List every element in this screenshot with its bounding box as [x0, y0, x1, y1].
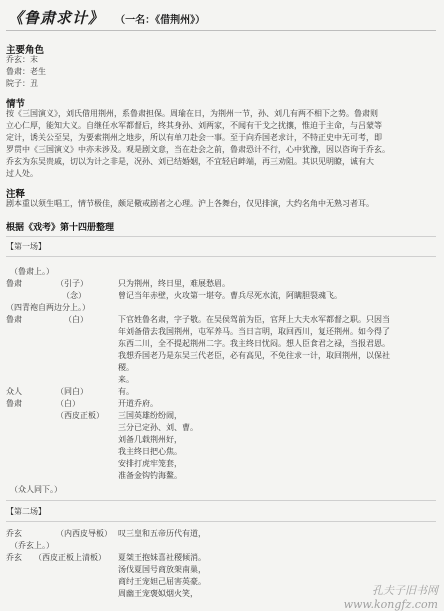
plot-line: 立心仁厚，能知大义。自继任水军都督后，终其身孙、刘两家，不闻有干戈之扰攘，惟迫于主命，与吕蒙等 — [6, 121, 382, 130]
dialogue-line: 汤伐夏国号商放架南巢， — [118, 565, 206, 574]
plot-line: 定计，诱关公至吴，为要索荆州之地步，所以有单刀赴会一事。至于向乔国老求计，不特正史中无可考，即 — [6, 133, 382, 142]
dialogue-line: 三国英雄纷纷闹， — [118, 411, 182, 420]
dialogue-line: 年刘备借去我国荆州，屯军养马。当日言明，取回西川，复还荆州。如今得了 — [118, 327, 390, 336]
dialogue-line: 有。 — [118, 387, 134, 396]
dialogue-line: 只为荆州，终日里，难展愁眉。 — [118, 279, 230, 288]
note-heading: 注释 — [6, 189, 26, 200]
section-divider — [6, 236, 436, 237]
watermark: 孔夫子旧书网 www.kongfz.com — [343, 584, 438, 611]
stage-direction: （乔玄上。） — [10, 541, 54, 550]
title-row — [8, 7, 205, 28]
dialogue-line: 准备金钩钓海鳌。 — [118, 471, 182, 480]
plot-line: 罗贯中《三国演义》中亦未涉及。观是剧文意，当在赴会之前，鲁肃恐计不行，心中犹豫，因以咨询于乔玄。 — [6, 145, 390, 154]
dialogue-line: 周幽王宠褒姒烟火笑， — [118, 589, 198, 598]
stage-direction: （鲁肃上。） — [10, 267, 54, 276]
dialogue-line: 稷。 — [118, 363, 134, 372]
dialogue-line: 曾记当年赤壁，火攻第一堪夸。曹兵尽死水流，阿瞒胆裂魂飞。 — [118, 291, 342, 300]
cue: （念） — [62, 291, 86, 300]
dialogue-line: 下官姓鲁名肃，字子敬。在吴侯驾前为臣，官拜上大夫水军都督之职。只因当 — [118, 315, 390, 324]
dialogue-line: 叹三皇和五帝历代有道， — [118, 529, 206, 538]
plot-heading: 情节 — [6, 99, 26, 110]
dialogue-line: 夏桀王抱妹喜社稷倾消。 — [118, 553, 206, 562]
stage-direction: （四青袍自两边分上。） — [6, 303, 90, 312]
title-divider — [6, 30, 436, 31]
cue: （西皮正板） — [56, 411, 104, 420]
plot-line: 乔玄为东吴贵戚，切以为计之非是，况孙、刘已结婚姻，不宜轻启衅端，再三劝阻。其识见明瞭，诚有大 — [6, 157, 374, 166]
role-line: 乔玄：末 — [6, 55, 38, 64]
role-line: 院子：丑 — [6, 79, 38, 88]
play-subtitle: （一名：《借荆州》） — [115, 15, 206, 26]
play-title: 《鲁肃求计》 — [8, 9, 105, 27]
role-name: 鲁肃 — [6, 279, 22, 288]
section-divider — [6, 256, 436, 257]
cue: （西皮正板上清板） — [34, 553, 106, 562]
note-line: 剧本重以须生唱工，情节极佳，颇足儆戒剧者之心理。沪上各舞台，仅见排演，大约名角中无熟习者耳。 — [6, 199, 374, 208]
cue: （同白） — [56, 387, 88, 396]
role-name: 众人 — [6, 387, 22, 396]
cue: （引子） — [56, 279, 88, 288]
scene-label: 【第一场】 — [6, 242, 46, 251]
role-name: 鲁肃 — [6, 315, 22, 324]
section-divider — [6, 500, 436, 501]
section-divider — [6, 521, 436, 522]
stage-direction: （众人同下。） — [10, 485, 62, 494]
dialogue-line: 我想乔国老乃是东吴三代老臣，必有高见，不免往求一计，取回荆州，以保社 — [118, 351, 390, 360]
cue: （白） — [56, 399, 80, 408]
plot-line: 按《三国演义》，刘氏借用荆州，系鲁肃担保。周瑜在日，为荆州一节，孙、刘几有两不相下之势。鲁肃则 — [6, 109, 378, 118]
cue: （内西皮导板） — [56, 529, 112, 538]
dialogue-line: 来。 — [118, 375, 134, 384]
role-line: 鲁肃：老生 — [6, 67, 46, 76]
dialogue-line: 刘备几载荆州好， — [118, 435, 182, 444]
source-line: 根据《戏考》第十四册整理 — [6, 223, 115, 233]
dialogue-line: 开道乔府。 — [118, 399, 158, 408]
role-name: 乔玄 — [6, 553, 22, 562]
scene-label: 【第二场】 — [6, 507, 46, 516]
roles-heading: 主要角色 — [6, 45, 45, 56]
dialogue-line: 东西二川，全不提起荆州二字。我主终日忧闷。想人臣食君之禄，当报君恩。 — [118, 339, 390, 348]
dialogue-line: 我主终日把心焦。 — [118, 447, 182, 456]
role-name: 乔玄 — [6, 529, 22, 538]
dialogue-line: 三分已定孙、刘、曹。 — [118, 423, 198, 432]
plot-line: 过人处。 — [6, 169, 38, 178]
cue: （白） — [64, 315, 88, 324]
role-name: 鲁肃 — [6, 399, 22, 408]
dialogue-line: 商纣王宠妲己屈害英豪。 — [118, 577, 206, 586]
dialogue-line: 安排打虎牢笼套， — [118, 459, 182, 468]
